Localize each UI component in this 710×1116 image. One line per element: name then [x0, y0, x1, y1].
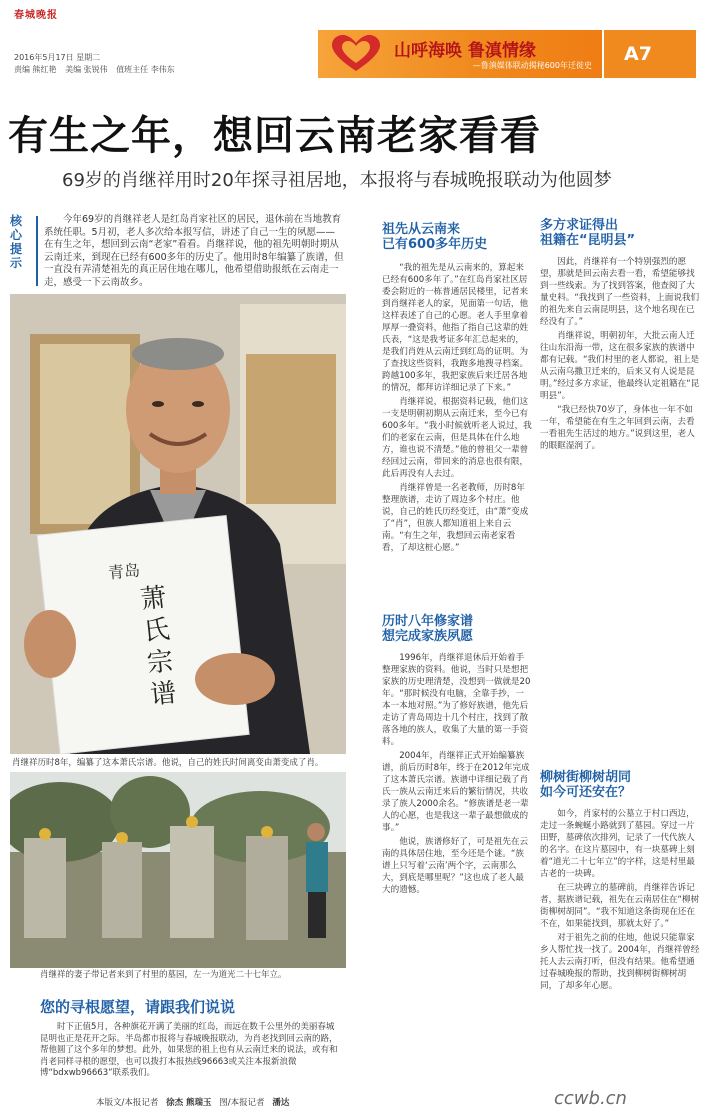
editor-credits — [14, 64, 181, 75]
dream-title: 您的寻根愿望，请跟我们说说 — [40, 998, 236, 1016]
byline-prefix: 本版文/本报记者 — [96, 1098, 159, 1108]
book-side-text: 青岛 — [107, 560, 142, 583]
section-title-genealogy: 历时八年修家谱 想完成家族夙愿 — [382, 614, 474, 644]
section-body-willow-street — [540, 808, 700, 1084]
paragraph: 肖继祥曾是一名老教师，历时8年整理族谱，走访了周边多个村庄。他说，自己的姓氏历经变迁，由“萧”变成了“肖”，但族人都知道祖上来自云南。“有生之年，我想回云南老家看看，了却这桩心愿。” — [382, 483, 529, 553]
photo-cemetery — [10, 772, 346, 968]
credit-supervisor: 值班主任 李伟东 — [116, 65, 175, 74]
paragraph: 在三块碑立的墓碑前，肖继祥告诉记者，据族谱记载，祖先在云南居住在“柳树街柳树胡同”。“我不知道这条街现在还在不在，如果能找到，那就太好了。” — [540, 883, 700, 929]
paragraph: 2004年，肖继祥正式开始编纂族谱，前后历时8年，终于在2012年完成了这本萧氏宗谱。族谱中详细记载了肖氏一族从云南迁来后的繁衍情况，共收录了族人2000余名。“修族谱是老一辈人的心愿，也是我这一辈子最想做成的事。” — [382, 751, 530, 833]
hearts-icon — [328, 33, 384, 75]
subheadline: 69岁的肖继祥用时20年探寻祖居地，本报将与春城晚报联动为他圆梦 — [62, 170, 612, 191]
section-title-willow-street: 柳树街柳树胡同 如今可还安在？ — [540, 770, 632, 800]
credit-editor: 责编 熊红艳 — [14, 65, 57, 74]
page-number: A7 — [604, 30, 696, 78]
dream-text: 时下正值5月，各种旗花开满了美丽的红岛，而远在数千公里外的美丽春城昆明也正是花开之际。半岛都市报将与春城晚报联动，为肖老找到回云南的路，帮他圆了这个多年的梦想。此外，如果您的祖上也有从云南迁来的说法，或有和肖老同样寻根的愿望，也可以拨打本报热线96663或关注本报新浪微博“bdxwb96663”联系我们。 — [40, 1022, 338, 1078]
paragraph: “我已经快70岁了，身体也一年不如一年，希望能在有生之年回到云南，去看一看祖先生活过的地方。”说到这里，老人的眼眶湿润了。 — [540, 405, 695, 451]
section-body-kunming — [540, 256, 700, 740]
section-body-genealogy — [382, 652, 532, 1092]
dateline: 2016年5月17日 星期二 — [14, 53, 101, 62]
photo-caption-1: 肖继祥历时8年，编纂了这本萧氏宗谱。他说，自己的姓氏时间离变由萧变成了肖。 — [12, 758, 324, 768]
paragraph: “我的祖先是从云南来的，算起来已经有600多年了。”在红岛肖家社区居委会附近的一栋普通居民楼里，记者来到肖继祥老人的家，见面第一句话，他这样表述了自己的心愿。老人手里拿着厚厚一叠资料，他指了指自己这辈的姓氏表，“这是我考证多年汇总起来的，是我们肖姓从云南迁到红岛的证明。为了查找这些资料，我跑多地搜寻档案。跨越100多年，我把家族后来迁居各地的情况，都拜访详细记录了下来。” — [382, 263, 529, 393]
section-body-ancestors — [382, 262, 532, 588]
headline: 有生之年，想回云南老家看看 — [8, 112, 541, 159]
byline-reporters: 徐杰 熊瑞玉 — [166, 1098, 212, 1108]
section-title-ancestors: 祖先从云南来 已有600多年历史 — [382, 222, 488, 252]
credit-designer: 美编 张锐伟 — [65, 65, 108, 74]
banner-title: 山呼海唤 鲁滇情缘 — [394, 41, 536, 61]
section-title-kunming: 多方求证得出 祖籍在“昆明县” — [540, 218, 636, 248]
paragraph: 肖继祥说，明朝初年，大批云南人迁往山东沿海一带，这在很多家族的族谱中都有记载。“我们村里的老人都说，祖上是从云南乌撒卫迁来的，后来又有人说是昆明。”经过多方求证，他最终认定祖籍在“昆明县”。 — [540, 331, 700, 401]
paragraph: 肖继祥说，根据资料记载，他们这一支是明朝初期从云南迁来，至今已有600多年。“我小时候就听老人说过，我们的老家在云南，但是具体在什么地方，谁也说不清楚。”他的曾祖父一辈曾经回过云南，带回来的消息也很有限，此后再没有人去过。 — [382, 397, 532, 479]
core-tip-divider — [36, 216, 38, 286]
byline-photo-prefix: 图/本报记者 — [219, 1098, 265, 1108]
paragraph: 如今，肖家村的公墓立于村口西边，走过一条蜿蜒小路就到了墓园。穿过一片田野，墓碑依次排列，记录了一代代族人的名字。在这片墓园中，有一块墓碑上刻着“道光二十七年立”的字样，这是村里最古老的一块碑。 — [540, 809, 695, 879]
book-title-text: 萧氏宗谱 — [134, 582, 178, 714]
paragraph: 1996年，肖继祥退休后开始着手整理家族的资料。他说，当时只是想把家族的历史理清楚，没想到一做就是20年。“那时候没有电脑，全靠手抄，一本一本地对照。”为了修好族谱，他先后走访了青岛周边十几个村庄，找到了散落各地的族人，收集了大量的第一手资料。 — [382, 653, 531, 747]
newspaper-logo: 春城晚报 — [14, 10, 58, 21]
photo-caption-2: 肖继祥的妻子带记者来到了村里的墓园，左一为道光二十七年立。 — [40, 970, 287, 980]
site-watermark: ccwb.cn — [554, 1088, 627, 1109]
cemetery-illustration — [10, 772, 346, 968]
paragraph: 他说，族谱修好了，可是祖先在云南的具体居住地，至今还是个谜。“族谱上只写着‘云南’两个字，云南那么大，到底是哪里呢？”这也成了老人最大的遗憾。 — [382, 837, 529, 895]
section-banner — [318, 30, 602, 78]
core-tip-label: 核心提示 — [10, 214, 23, 270]
byline — [96, 1096, 294, 1108]
paragraph: 对于祖先之前的住地，他说只能靠家乡人帮忙找一找了。2004年，肖继祥曾经托人去云南打听，但没有结果。他希望通过春城晚报的帮助，找到柳树街柳树胡同，了却多年心愿。 — [540, 933, 700, 991]
byline-photographer: 潘达 — [272, 1098, 290, 1108]
core-tip-text: 今年69岁的肖继祥老人是红岛肖家社区的居民，退休前在当地教育系统任职。5月初，老人多次给本报写信，讲述了自己一生的夙愿——在有生之年，想回到云南“老家”看看。肖继祥说，他的祖先明朝时期从云南迁来，到现在已经有600多年的历史了。他用时8年编纂了族谱，但一直没有弄清楚祖先的真正居住地在哪儿，他希望借助报纸在云南走一走，感受一下云南故乡。 — [44, 214, 344, 288]
photo-man-with-genealogy — [10, 294, 346, 754]
masthead — [14, 6, 314, 76]
paragraph: 因此，肖继祥有一个特别强烈的愿望，那就是回云南去看一看，希望能够找到一些线索。为了找到答案，他查阅了大量史料。“我找到了一些资料，上面说我们的祖先来自云南昆明县，这个地名现在已经没有了。” — [540, 257, 700, 327]
banner-subtitle: —鲁滇媒体联动揭秘600年迁徙史 — [472, 61, 592, 70]
